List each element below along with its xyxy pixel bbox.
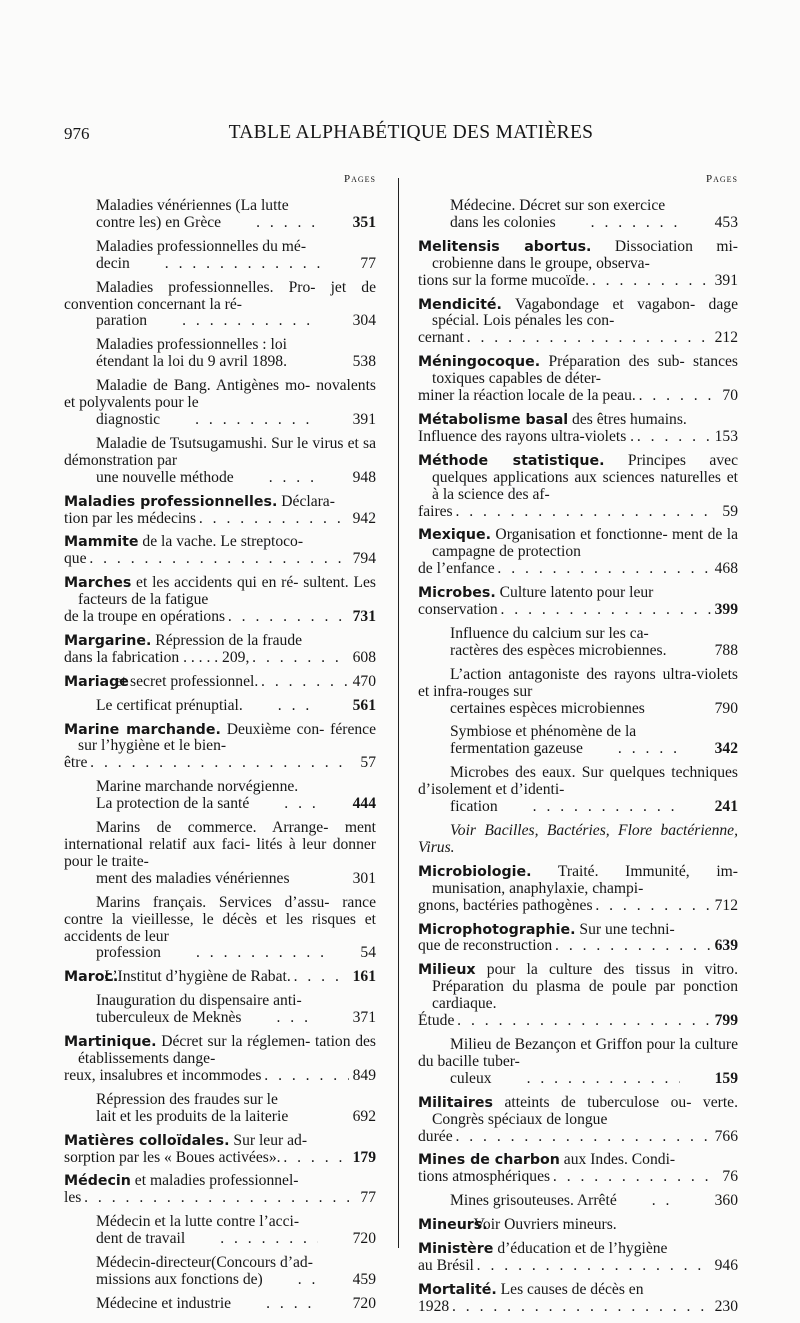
entry-text: Organisation et fonctionne- ment de la campagne de protection <box>432 526 738 561</box>
page-ref: 159 <box>714 1069 738 1087</box>
entry-text: Marins de commerce. Arrange- ment international relatif aux faci- lités à leur donner pour le traite- <box>64 819 376 870</box>
page-ref: 470 <box>352 672 376 690</box>
entry-heading: Métabolisme basal <box>418 411 569 428</box>
entry-text: L’action antagoniste des rayons ultra-violets et infra-rouges sur <box>418 665 738 700</box>
page-title: TABLE ALPHABÉTIQUE DES MATIÈRES <box>228 122 594 143</box>
entry-text: et les accidents qui en ré- sultent. Les facteurs de la fatigue <box>78 574 376 609</box>
leader-dots <box>452 1299 711 1316</box>
leader-dots <box>477 1258 711 1275</box>
entry-heading: Milieux <box>418 962 476 979</box>
entry-text: Symbiose et phénomène de la <box>450 723 637 741</box>
index-entry <box>64 993 376 1027</box>
page-ref: 468 <box>714 560 738 578</box>
entry-last-line: tions atmosphériques <box>418 1168 551 1186</box>
entry-last-line: contre les) en Grèce <box>96 213 222 231</box>
entry-heading: Microbes. <box>418 585 496 602</box>
page-ref: 720 <box>352 1230 376 1248</box>
index-entry <box>64 698 376 715</box>
index-entry <box>418 962 738 1030</box>
entry-last-line: que <box>64 550 87 568</box>
entry-text: Dissociation mi- crobienne dans le groupe, observa- <box>432 237 738 272</box>
index-entry <box>64 280 376 331</box>
entry-text: Marine marchande norvégienne. <box>96 778 299 796</box>
index-entry <box>64 1173 376 1207</box>
index-entry <box>64 722 376 773</box>
entry-text: Traité. Immunité, im- munisation, anaphylaxie, champi- <box>432 862 738 897</box>
leader-dots <box>246 698 318 715</box>
entry-heading: Melitensis abortus. <box>418 238 592 255</box>
entry-text: Maladies vénériennes (La lutte <box>96 197 289 214</box>
entry-last-line: ractères des espèces microbiennes. <box>450 641 667 659</box>
entry-heading: Militaires <box>418 1094 493 1111</box>
entry-text: pour la culture des tissus in vitro. Préparation du plasma de poule par ponction cardiaque. <box>432 961 738 1013</box>
entry-last-line: diagnostic <box>96 410 161 428</box>
page-ref: 57 <box>360 754 376 772</box>
index-entry <box>64 494 376 528</box>
entry-text: Médecin et la lutte contre l’acci- <box>96 1213 300 1231</box>
entry-last-line: cernant <box>418 329 464 347</box>
index-entry <box>64 534 376 568</box>
entry-last-line: au Brésil <box>418 1256 474 1274</box>
entry-heading: Maroc. <box>64 969 119 986</box>
entry-last-line: conservation <box>418 601 498 619</box>
page-ref: 360 <box>714 1192 738 1210</box>
leader-dots <box>620 1193 680 1210</box>
leader-dots <box>284 1150 349 1167</box>
index-entry <box>418 453 738 521</box>
index-entry <box>418 1152 738 1186</box>
entry-heading: Martinique. <box>64 1034 157 1051</box>
entry-last-line: dans la fabrication . . . . . 209, <box>64 648 250 666</box>
entry-text: Répression de la fraude <box>151 631 303 649</box>
page-ref: 391 <box>352 410 376 428</box>
entry-last-line: sorption par les « Boues activées». <box>64 1148 281 1166</box>
index-entry <box>418 1095 738 1146</box>
entry-heading: Mariage <box>64 673 129 690</box>
index-entry <box>418 1282 738 1316</box>
entry-text: Médecine. Décret sur son exercice <box>450 197 666 214</box>
entry-text: aux Indes. Condi- <box>559 1151 676 1169</box>
entry-last-line: culeux <box>450 1069 492 1087</box>
page-ref: 608 <box>352 648 376 666</box>
entry-text: atteints de tuberculose ou- verte. Congrès spéciaux de longue <box>432 1093 738 1128</box>
entry-text: Culture latento pour leur <box>495 584 654 602</box>
leader-dots <box>245 1010 318 1027</box>
page-ref: 70 <box>722 387 738 405</box>
index-entry <box>64 436 376 487</box>
entry-last-line: Influence des rayons ultra-violets . <box>418 427 635 445</box>
leader-dots <box>294 969 349 986</box>
index-entry <box>64 779 376 813</box>
index-entry <box>64 1133 376 1167</box>
page-ref: 301 <box>352 869 376 887</box>
index-entry <box>64 575 376 626</box>
page-ref: 342 <box>714 740 738 758</box>
page-ref: 399 <box>714 601 738 619</box>
entry-text: Sur une techni- <box>575 920 675 938</box>
leader-dots <box>498 561 711 578</box>
entry-heading: Mineurs. <box>418 1217 488 1234</box>
leader-dots <box>586 741 680 758</box>
page-ref: 946 <box>714 1256 738 1274</box>
page-ref: 77 <box>360 1189 376 1207</box>
entry-text: de la vache. Le streptoco- <box>138 533 304 551</box>
entry-heading: Mendicité. <box>418 296 502 313</box>
entry-last-line: missions aux fonctions de) <box>96 1270 263 1288</box>
leader-dots <box>261 674 349 691</box>
leader-dots <box>293 871 318 888</box>
leader-dots <box>188 1231 317 1248</box>
entry-text: Sur leur ad- <box>229 1131 308 1149</box>
index-entry <box>64 1296 376 1313</box>
entry-heading: Margarine. <box>64 632 152 649</box>
page-ref: 788 <box>714 641 738 659</box>
entry-text: Maladies professionnelles. Pro- jet de convention concernant la ré- <box>64 278 376 313</box>
page-ref: 161 <box>352 968 376 986</box>
leader-dots <box>637 429 711 446</box>
index-entry <box>418 198 738 232</box>
entry-heading: Marches <box>64 575 132 592</box>
leader-dots <box>669 643 679 660</box>
leader-dots <box>199 511 349 528</box>
leader-dots <box>237 470 318 487</box>
leader-dots <box>90 755 349 772</box>
entry-last-line: une nouvelle méthode <box>96 468 234 486</box>
leader-dots <box>224 215 318 232</box>
index-entry <box>64 198 376 232</box>
entry-text: Médecin-directeur(Concours d’ad- <box>96 1254 313 1272</box>
entry-text: Déclara- <box>277 492 335 510</box>
entry-text: Milieu de Bezançon et Griffon pour la culture du bacille tuber- <box>418 1035 738 1070</box>
page-ref: 799 <box>714 1012 738 1030</box>
entry-last-line: gnons, bactéries pathogènes <box>418 896 593 914</box>
index-entry <box>418 1037 738 1088</box>
leader-dots <box>501 602 711 619</box>
entry-last-line: Le certificat prénuptial. <box>96 696 243 714</box>
leader-dots <box>648 701 680 718</box>
page-ref: 59 <box>722 502 738 520</box>
entry-heading: Méthode statistique. <box>418 452 605 469</box>
index-entry <box>64 674 376 691</box>
page-ref: 54 <box>360 944 376 962</box>
index-entry <box>418 239 738 290</box>
page-ref: 304 <box>352 312 376 330</box>
leader-dots <box>291 1109 317 1126</box>
index-entry <box>418 1217 738 1234</box>
index-entry <box>418 1193 738 1210</box>
index-entry <box>418 297 738 348</box>
entry-last-line: de l’enfance <box>418 560 495 578</box>
entry-last-line: Mines grisouteuses. Arrêté <box>450 1192 617 1210</box>
leader-dots <box>592 273 711 290</box>
leader-dots <box>596 898 711 915</box>
entry-heading: Méningocoque. <box>418 354 541 371</box>
entry-heading: Matières colloïdales. <box>64 1132 230 1149</box>
entry-text: Deuxième con- férence sur l’hygiène et le bien- <box>78 720 376 755</box>
entry-last-line: Médecine et industrie <box>96 1294 232 1312</box>
page-ref: 391 <box>714 271 738 289</box>
entry-heading: Mortalité. <box>418 1281 497 1298</box>
index-entry <box>418 667 738 718</box>
index-entry <box>64 239 376 273</box>
index-entry <box>418 585 738 619</box>
page-ref: 179 <box>352 1148 376 1166</box>
leader-dots <box>290 354 318 371</box>
page-ref: 720 <box>352 1294 376 1312</box>
entry-heading: Mexique. <box>418 527 492 544</box>
index-entry <box>418 354 738 405</box>
index-entry <box>64 1034 376 1085</box>
page-ref: 538 <box>352 353 376 371</box>
page-ref: 241 <box>714 798 738 816</box>
entry-last-line: certaines espèces microbiennes <box>450 699 645 717</box>
leader-dots <box>252 796 317 813</box>
leader-dots <box>559 215 680 232</box>
index-entry <box>64 378 376 429</box>
entry-text: Préparation des sub- stances toxiques capables de déter- <box>432 353 738 388</box>
right-column <box>418 170 738 1323</box>
entry-last-line: de la troupe en opérations <box>64 608 226 626</box>
page-ref: 639 <box>714 937 738 955</box>
column-rule <box>398 178 399 1248</box>
entry-last-line: faires <box>418 502 453 520</box>
leader-dots <box>163 412 318 429</box>
index-entry <box>64 1214 376 1248</box>
leader-dots <box>456 504 711 521</box>
leader-dots <box>228 609 349 626</box>
entry-last-line: durée <box>418 1127 453 1145</box>
leader-dots <box>266 1272 318 1289</box>
page-ref: 77 <box>360 254 376 272</box>
entry-text: Maladie de Bang. Antigènes mo- novalents et polyvalents pour le <box>64 377 376 412</box>
leader-dots <box>90 551 349 568</box>
index-entry <box>418 765 738 816</box>
entry-text: Principes avec quelques applications aux sciences naturelles et à la science des af- <box>432 451 738 503</box>
entry-last-line: decin <box>96 254 130 272</box>
entry-last-line: les <box>64 1189 82 1207</box>
page-ref: 444 <box>352 795 376 813</box>
leader-dots <box>150 313 318 330</box>
page-ref: 712 <box>714 896 738 914</box>
entry-last-line: dans les colonies <box>450 213 556 231</box>
leader-dots <box>234 1296 318 1313</box>
page-ref: 948 <box>352 468 376 486</box>
entry-last-line: Voir Bacilles, Bactéries, Flore bactérienne, Virus. <box>418 822 738 856</box>
entry-last-line: paration <box>96 312 148 330</box>
entry-last-line: profession <box>96 944 161 962</box>
leader-dots <box>264 1068 349 1085</box>
leader-dots <box>84 1190 349 1207</box>
page-ref: 230 <box>714 1297 738 1315</box>
entry-last-line: tuberculeux de Meknès <box>96 1009 242 1027</box>
leader-dots <box>501 799 680 816</box>
page-ref: 692 <box>352 1107 376 1125</box>
entry-last-line: La protection de la santé <box>96 795 250 813</box>
entry-last-line: reux, insalubres et incommodes <box>64 1066 262 1084</box>
leader-dots <box>252 650 349 667</box>
entry-last-line: dent de travail <box>96 1230 186 1248</box>
entry-heading: Ministère <box>418 1241 494 1258</box>
entry-text: d’éducation et de l’hygiène <box>493 1240 668 1258</box>
page-ref: 76 <box>722 1168 738 1186</box>
index-entry <box>64 1255 376 1289</box>
entry-heading: Médecin <box>64 1173 131 1190</box>
pages-header-left: Pages <box>343 173 376 185</box>
entry-last-line: lait et les produits de la laiterie <box>96 1107 289 1125</box>
entry-last-line: 1928 <box>418 1297 450 1315</box>
page-ref: 849 <box>352 1066 376 1084</box>
leader-dots <box>164 945 325 962</box>
index-entry <box>64 895 376 963</box>
index-entry <box>418 823 738 857</box>
index-entry <box>418 724 738 758</box>
entry-heading: Microphotographie. <box>418 921 576 938</box>
entry-heading: Maladies professionnelles. <box>64 493 278 510</box>
index-entry <box>418 412 738 446</box>
entry-last-line: être <box>64 754 88 772</box>
page-ref: 153 <box>714 427 738 445</box>
index-entry <box>64 820 376 888</box>
pages-header-right: Pages <box>705 173 738 185</box>
entry-text: Inauguration du dispensaire anti- <box>96 992 302 1010</box>
entry-text: Microbes des eaux. Sur quelques techniques d’isolement et d’identi- <box>418 764 738 799</box>
entry-text: Décret sur la réglemen- tation des établissements dange- <box>78 1033 376 1067</box>
entry-last-line: et secret professionnel. <box>114 672 259 690</box>
leader-dots <box>555 938 711 955</box>
entry-heading: Marine marchande. <box>64 721 221 738</box>
leader-dots <box>639 388 711 405</box>
entry-last-line: étendant la loi du 9 avril 1898. <box>96 353 287 371</box>
entry-last-line: ment des maladies vénériennes <box>96 869 290 887</box>
index-entry <box>418 1241 738 1275</box>
page-ref: 459 <box>352 1270 376 1288</box>
entry-last-line: tions sur la forme mucoïde. <box>418 271 590 289</box>
entry-text: Répression des fraudes sur le <box>96 1090 278 1108</box>
entry-text: Maladies professionnelles du mé- <box>96 237 307 255</box>
leader-dots <box>553 1169 711 1186</box>
entry-text: et maladies professionnel- <box>130 1172 299 1190</box>
entry-text: Maladies professionnelles : loi <box>96 336 287 354</box>
page-ref: 790 <box>714 699 738 717</box>
page-ref: 731 <box>352 608 376 626</box>
entry-heading: Mines de charbon <box>418 1152 560 1169</box>
entry-text: Les causes de décès en <box>496 1280 644 1298</box>
entry-text: Maladie de Tsutsugamushi. Sur le virus et sa démonstration par <box>64 434 376 469</box>
left-column <box>64 170 376 1320</box>
index-entry <box>418 864 738 915</box>
entry-text: Influence du calcium sur les ca- <box>450 624 649 642</box>
entry-last-line: fermentation gazeuse <box>450 740 583 758</box>
entry-last-line: fication <box>450 798 498 816</box>
entry-last-line: Voir Ouvriers mineurs. <box>473 1216 617 1234</box>
page-number: 976 <box>64 124 90 143</box>
entry-heading: Mammite <box>64 534 139 551</box>
leader-dots <box>467 330 711 347</box>
leader-dots <box>495 1071 680 1088</box>
entry-text: des êtres humains. <box>568 410 687 428</box>
entry-last-line: L’Institut d’hygiène de Rabat. <box>104 968 291 986</box>
entry-text: Marins français. Services d’assu- rance contre la vieillesse, le décès et les risques et accidents de leur <box>64 893 376 945</box>
index-entry <box>64 969 376 986</box>
index-entry <box>64 633 376 667</box>
page-ref: 561 <box>352 696 376 714</box>
page-ref: 371 <box>352 1009 376 1027</box>
index-entry <box>418 626 738 660</box>
entry-text: Vagabondage et vagabon- dage spécial. Lois pénales les con- <box>432 295 738 330</box>
leader-dots <box>457 1013 711 1030</box>
entry-last-line: Étude <box>418 1012 455 1030</box>
index-entry <box>64 1092 376 1126</box>
page-ref: 351 <box>352 213 376 231</box>
page-ref: 212 <box>714 329 738 347</box>
leader-dots <box>133 256 326 273</box>
page-ref: 453 <box>714 213 738 231</box>
page-ref: 766 <box>714 1127 738 1145</box>
index-entry <box>418 922 738 956</box>
entry-last-line: que de reconstruction <box>418 937 553 955</box>
index-entry <box>64 337 376 371</box>
entry-heading: Microbiologie. <box>418 863 532 880</box>
entry-last-line: miner la réaction locale de la peau. <box>418 387 636 405</box>
leader-dots <box>456 1129 711 1146</box>
entry-last-line: tion par les médecins <box>64 509 197 527</box>
index-entry <box>418 527 738 578</box>
page-ref: 942 <box>352 509 376 527</box>
page-ref: 794 <box>352 550 376 568</box>
